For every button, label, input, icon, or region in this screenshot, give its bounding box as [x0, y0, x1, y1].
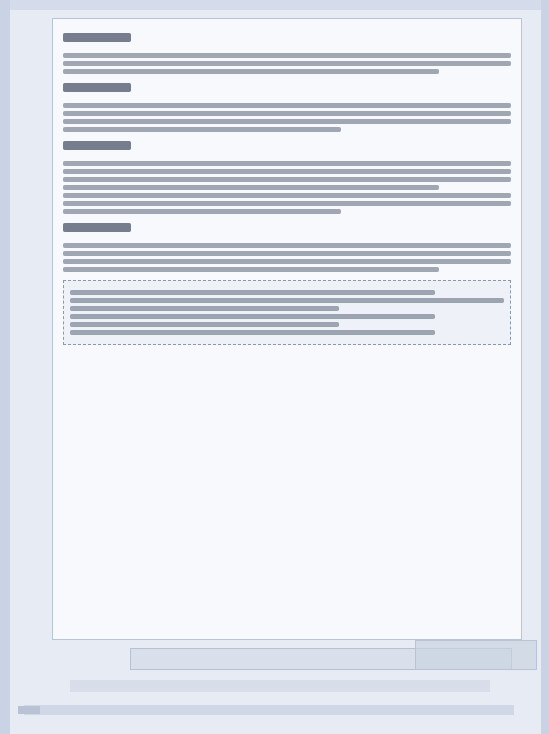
text-line [63, 185, 439, 190]
company-line [70, 330, 435, 335]
text-line [63, 53, 511, 58]
text-line [63, 127, 341, 132]
text-line [63, 61, 511, 66]
section-heading [63, 223, 131, 232]
text-line [63, 161, 511, 166]
text-line [63, 119, 511, 124]
watermark-logo [415, 640, 537, 670]
right-edge [541, 0, 549, 734]
left-edge [0, 0, 10, 734]
section-heading [63, 83, 131, 92]
company-line [70, 306, 339, 311]
hotline-strip [24, 705, 514, 715]
company-info-box [63, 280, 511, 345]
text-line [63, 267, 439, 272]
text-line [63, 169, 511, 174]
text-line [63, 251, 511, 256]
text-line [63, 209, 341, 214]
leaflet [52, 18, 522, 640]
text-line [63, 69, 439, 74]
text-line [63, 201, 511, 206]
top-strip [0, 0, 549, 10]
text-line [63, 177, 511, 182]
text-line [63, 243, 511, 248]
section-heading [63, 33, 131, 42]
section-heading [63, 141, 131, 150]
text-line [63, 103, 511, 108]
url-strip [70, 680, 490, 692]
company-line [70, 314, 435, 319]
text-line [63, 111, 511, 116]
text-line [63, 193, 511, 198]
company-line [70, 322, 339, 327]
corner-code [18, 706, 40, 714]
company-line [70, 298, 504, 303]
company-line [70, 290, 435, 295]
text-line [63, 259, 511, 264]
